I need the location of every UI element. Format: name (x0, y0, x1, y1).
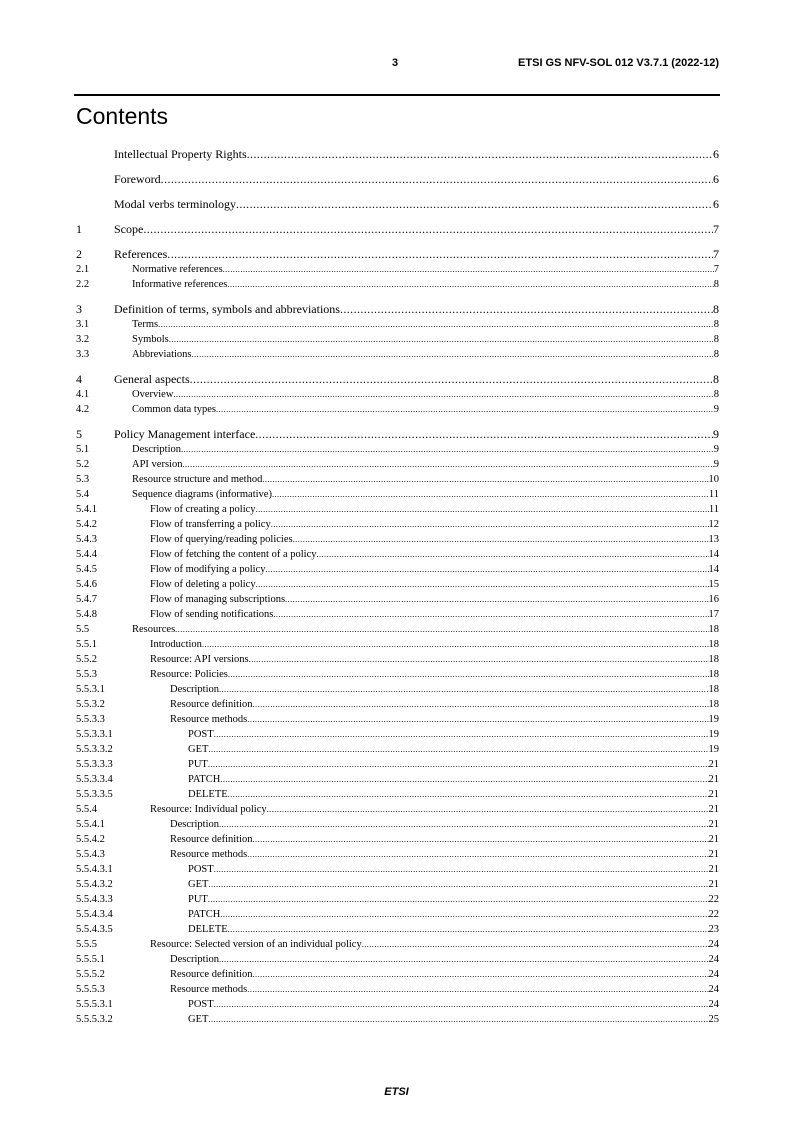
toc-entry-number: 5.4.4 (76, 549, 97, 560)
toc-entry-title: Flow of modifying a policy (150, 564, 266, 575)
toc-entry-title: Policy Management interface (114, 427, 256, 441)
toc-entry-number: 1 (76, 222, 82, 236)
toc-entry-page: 8 (713, 334, 719, 345)
toc-entry-title: Resource definition (170, 699, 253, 710)
toc-leader-dots (175, 622, 708, 637)
toc-entry[interactable] (76, 622, 719, 637)
toc-entry-page: 14 (708, 549, 719, 560)
toc-entry-title: References (114, 247, 168, 261)
toc-entry-title: POST (188, 999, 214, 1010)
toc-entry-page: 21 (708, 774, 719, 785)
toc-leader-dots (208, 742, 708, 757)
toc-leader-dots (169, 332, 714, 347)
toc-entry[interactable] (76, 817, 719, 832)
toc-leader-dots (216, 402, 714, 417)
toc-entry-page: 9 (713, 444, 719, 455)
toc-leader-dots (228, 787, 709, 802)
toc-entry[interactable] (76, 877, 719, 892)
toc-entry-number: 5.5.4.3.1 (76, 864, 113, 875)
toc-leader-dots (182, 457, 713, 472)
toc-entry[interactable] (76, 832, 719, 847)
toc-entry-title: Description (170, 819, 219, 830)
toc-entry-number: 5.4.8 (76, 609, 97, 620)
document-reference: ETSI GS NFV-SOL 012 V3.7.1 (2022-12) (518, 57, 719, 69)
toc-entry[interactable] (76, 652, 719, 667)
toc-leader-dots (214, 997, 709, 1012)
toc-entry-number: 5.5.5.3.2 (76, 1014, 113, 1025)
toc-leader-dots (253, 697, 709, 712)
toc-entry[interactable] (76, 427, 719, 442)
toc-leader-dots (271, 517, 709, 532)
toc-entry[interactable] (76, 907, 719, 922)
toc-entry-title: Common data types (132, 404, 216, 415)
toc-entry[interactable] (76, 952, 719, 967)
toc-entry-page: 8 (713, 279, 719, 290)
toc-entry-page: 21 (708, 879, 719, 890)
toc-entry[interactable] (76, 847, 719, 862)
toc-entry-title: Description (170, 954, 219, 965)
toc-leader-dots (208, 892, 709, 907)
toc-entry-number: 5.3 (76, 474, 90, 485)
toc-entry-title: POST (188, 864, 214, 875)
toc-leader-dots (293, 532, 709, 547)
toc-entry-number: 4.1 (76, 389, 90, 400)
toc-entry-number: 5.5.3 (76, 669, 97, 680)
toc-entry-page: 9 (713, 404, 719, 415)
toc-entry-number: 5.5.4.3.4 (76, 909, 113, 920)
toc-entry-title: PATCH (188, 909, 221, 920)
toc-leader-dots (214, 862, 709, 877)
toc-entry-number: 5.5.1 (76, 639, 97, 650)
toc-leader-dots (192, 347, 714, 362)
toc-leader-dots (247, 982, 708, 997)
toc-entry-title: POST (188, 729, 214, 740)
toc-leader-dots (220, 907, 708, 922)
toc-leader-dots (220, 772, 708, 787)
toc-leader-dots (249, 652, 709, 667)
toc-entry-page: 8 (713, 349, 719, 360)
toc-entry-number: 5.5.3.3 (76, 714, 105, 725)
toc-entry[interactable] (76, 742, 719, 757)
toc-entry[interactable] (76, 892, 719, 907)
toc-leader-dots (362, 937, 709, 952)
toc-entry[interactable] (76, 772, 719, 787)
toc-entry-title: GET (188, 1014, 209, 1025)
toc-entry-page: 24 (708, 954, 719, 965)
toc-entry-number: 5.5.4.1 (76, 819, 105, 830)
toc-entry[interactable] (76, 222, 719, 237)
toc-entry-number: 5.5.3.3.5 (76, 789, 113, 800)
toc-entry-title: Flow of querying/reading policies (150, 534, 293, 545)
toc-entry-page: 21 (708, 849, 719, 860)
toc-entry-number: 5.4.7 (76, 594, 97, 605)
toc-entry-page: 18 (708, 699, 719, 710)
toc-entry[interactable] (76, 937, 719, 952)
toc-entry-page: 16 (708, 594, 719, 605)
toc-entry[interactable] (76, 347, 719, 362)
page-title: Contents (76, 103, 169, 129)
toc-leader-dots (247, 712, 708, 727)
toc-entry-title: Flow of fetching the content of a policy (150, 549, 317, 560)
toc-entry[interactable] (76, 1012, 719, 1027)
toc-entry-title: Resource definition (170, 969, 253, 980)
toc-entry[interactable] (76, 442, 719, 457)
toc-entry-title: Resource structure and method (132, 474, 263, 485)
toc-entry-title: Resources (132, 624, 176, 635)
toc-entry-page: 24 (708, 969, 719, 980)
toc-entry-page: 21 (708, 789, 719, 800)
toc-entry-number: 5.5.4.3 (76, 849, 105, 860)
toc-leader-dots (208, 757, 709, 772)
toc-entry[interactable] (76, 967, 719, 982)
toc-entry-number: 5.5.3.3.3 (76, 759, 113, 770)
toc-entry-title: Introduction (150, 639, 202, 650)
toc-leader-dots (267, 802, 709, 817)
toc-entry-number: 5.5.5.3 (76, 984, 105, 995)
toc-entry-number: 5.5.5.2 (76, 969, 105, 980)
toc-entry-number: 4 (76, 372, 82, 386)
toc-leader-dots (247, 147, 713, 162)
toc-leader-dots (317, 547, 709, 562)
toc-entry-page: 19 (708, 729, 719, 740)
toc-entry-title: Description (170, 684, 219, 695)
toc-entry-number: 2.2 (76, 279, 90, 290)
toc-entry-title: General aspects (114, 372, 190, 386)
toc-entry[interactable] (76, 197, 719, 212)
table-of-contents (76, 147, 719, 1027)
toc-entry-title: Foreword (114, 172, 161, 186)
toc-entry[interactable] (76, 502, 719, 517)
toc-entry-number: 5.5.3.3.1 (76, 729, 113, 740)
toc-entry-title: Intellectual Property Rights (114, 147, 247, 161)
toc-entry-page: 18 (708, 639, 719, 650)
toc-entry-title: API version (132, 459, 183, 470)
toc-entry-title: GET (188, 879, 209, 890)
toc-entry-number: 2.1 (76, 264, 90, 275)
toc-leader-dots (143, 222, 713, 237)
toc-leader-dots (285, 592, 708, 607)
toc-entry[interactable] (76, 372, 719, 387)
page-number: 3 (392, 57, 399, 69)
toc-leader-dots (253, 967, 709, 982)
toc-entry-page: 18 (708, 624, 719, 635)
toc-entry-page: 7 (713, 247, 719, 261)
toc-entry-page: 18 (708, 684, 719, 695)
toc-entry[interactable] (76, 247, 719, 262)
toc-entry-number: 5.5.3.3.2 (76, 744, 113, 755)
toc-entry-number: 5.4.6 (76, 579, 97, 590)
toc-entry-number: 5.5 (76, 624, 90, 635)
toc-entry-title: DELETE (188, 924, 228, 935)
toc-entry-number: 5.4.5 (76, 564, 97, 575)
toc-entry[interactable] (76, 667, 719, 682)
toc-leader-dots (228, 667, 709, 682)
toc-entry-page: 22 (708, 909, 719, 920)
toc-entry-page: 8 (713, 389, 719, 400)
toc-entry-number: 5.4.2 (76, 519, 97, 530)
toc-leader-dots (272, 487, 709, 502)
toc-entry[interactable] (76, 862, 719, 877)
toc-entry-page: 8 (713, 372, 719, 386)
toc-entry-page: 24 (708, 999, 719, 1010)
toc-entry-page: 8 (713, 302, 719, 316)
toc-entry-page: 9 (713, 459, 719, 470)
toc-entry-title: Symbols (132, 334, 169, 345)
toc-entry[interactable] (76, 317, 719, 332)
toc-entry-title: Resource methods (170, 984, 248, 995)
toc-entry-number: 3 (76, 302, 82, 316)
toc-entry-number: 5.5.3.1 (76, 684, 105, 695)
toc-entry-title: Resource methods (170, 714, 248, 725)
toc-leader-dots (214, 727, 709, 742)
toc-entry[interactable] (76, 637, 719, 652)
toc-entry-number: 5.5.3.2 (76, 699, 105, 710)
toc-entry-page: 24 (708, 984, 719, 995)
toc-entry-page: 6 (713, 147, 719, 161)
toc-entry-title: Resource methods (170, 849, 248, 860)
toc-entry-page: 19 (708, 714, 719, 725)
toc-entry-page: 18 (708, 669, 719, 680)
toc-entry-title: Flow of managing subscriptions (150, 594, 286, 605)
toc-entry[interactable] (76, 472, 719, 487)
toc-leader-dots (158, 317, 714, 332)
toc-entry[interactable] (76, 577, 719, 592)
toc-entry-number: 4.2 (76, 404, 90, 415)
toc-entry-page: 21 (708, 864, 719, 875)
toc-entry-title: Resource: Policies (150, 669, 228, 680)
toc-entry-number: 3.2 (76, 334, 90, 345)
toc-entry[interactable] (76, 457, 719, 472)
toc-entry-number: 5.5.5.3.1 (76, 999, 113, 1010)
toc-entry-title: DELETE (188, 789, 228, 800)
toc-entry[interactable] (76, 517, 719, 532)
toc-entry[interactable] (76, 712, 719, 727)
toc-entry-title: Terms (132, 319, 159, 330)
toc-leader-dots (190, 372, 713, 387)
toc-entry-title: Flow of deleting a policy (150, 579, 256, 590)
toc-entry-page: 12 (708, 519, 719, 530)
toc-entry-page: 25 (708, 1014, 719, 1025)
toc-entry-number: 5.5.5 (76, 939, 97, 950)
toc-entry-number: 5.5.4 (76, 804, 97, 815)
toc-entry[interactable] (76, 532, 719, 547)
toc-entry-number: 5.5.4.3.5 (76, 924, 113, 935)
toc-entry-page: 21 (708, 819, 719, 830)
toc-leader-dots (202, 637, 709, 652)
toc-entry-title: Resource definition (170, 834, 253, 845)
toc-entry-page: 22 (708, 894, 719, 905)
toc-entry-title: Resource: Individual policy (150, 804, 267, 815)
toc-entry[interactable] (76, 802, 719, 817)
toc-entry[interactable] (76, 262, 719, 277)
toc-leader-dots (340, 302, 713, 317)
toc-entry[interactable] (76, 607, 719, 622)
toc-leader-dots (181, 442, 714, 457)
toc-entry[interactable] (76, 922, 719, 937)
toc-entry-number: 5.2 (76, 459, 90, 470)
toc-entry-title: Flow of transferring a policy (150, 519, 271, 530)
toc-leader-dots (223, 262, 714, 277)
toc-entry-page: 21 (708, 834, 719, 845)
toc-entry-number: 3.3 (76, 349, 90, 360)
toc-leader-dots (273, 607, 708, 622)
toc-entry-page: 21 (708, 804, 719, 815)
toc-entry[interactable] (76, 697, 719, 712)
toc-entry[interactable] (76, 997, 719, 1012)
toc-entry-number: 5 (76, 427, 82, 441)
toc-entry[interactable] (76, 682, 719, 697)
toc-entry-number: 3.1 (76, 319, 90, 330)
toc-leader-dots (219, 817, 709, 832)
toc-entry-title: PUT (188, 894, 208, 905)
toc-entry-number: 5.5.4.3.3 (76, 894, 113, 905)
toc-entry-page: 8 (713, 319, 719, 330)
toc-entry-title: Definition of terms, symbols and abbreviations (114, 302, 340, 316)
toc-entry[interactable] (76, 147, 719, 162)
toc-entry-title: Normative references (132, 264, 223, 275)
toc-leader-dots (228, 922, 709, 937)
toc-entry-number: 5.4 (76, 489, 90, 500)
toc-leader-dots (208, 1012, 708, 1027)
toc-entry-page: 15 (708, 579, 719, 590)
toc-entry[interactable] (76, 547, 719, 562)
toc-entry-title: PUT (188, 759, 208, 770)
toc-leader-dots (173, 387, 713, 402)
toc-leader-dots (219, 952, 709, 967)
toc-leader-dots (161, 172, 713, 187)
toc-entry-page: 24 (708, 939, 719, 950)
toc-entry-number: 2 (76, 247, 82, 261)
toc-entry-number: 5.5.4.3.2 (76, 879, 113, 890)
toc-entry-number: 5.1 (76, 444, 90, 455)
toc-entry[interactable] (76, 757, 719, 772)
toc-entry-page: 17 (708, 609, 719, 620)
toc-entry[interactable] (76, 332, 719, 347)
toc-entry-number: 5.4.1 (76, 504, 97, 515)
toc-leader-dots (255, 427, 713, 442)
toc-entry[interactable] (76, 402, 719, 417)
toc-entry-title: Flow of sending notifications (150, 609, 274, 620)
toc-entry-page: 14 (708, 564, 719, 575)
toc-entry-title: Resource: Selected version of an individual policy (150, 939, 362, 950)
toc-entry[interactable] (76, 487, 719, 502)
toc-entry-page: 11 (708, 489, 719, 500)
toc-entry[interactable] (76, 982, 719, 997)
toc-entry[interactable] (76, 172, 719, 187)
toc-entry-page: 23 (708, 924, 719, 935)
footer-organization: ETSI (384, 1086, 409, 1098)
toc-leader-dots (208, 877, 708, 892)
toc-entry-page: 6 (713, 197, 719, 211)
toc-entry-title: Abbreviations (132, 349, 192, 360)
toc-entry-title: PATCH (188, 774, 221, 785)
toc-entry-title: Overview (132, 389, 174, 400)
toc-leader-dots (236, 197, 713, 212)
toc-entry-title: Resource: API versions (150, 654, 249, 665)
toc-entry-page: 10 (708, 474, 719, 485)
toc-entry[interactable] (76, 727, 719, 742)
toc-entry-title: Modal verbs terminology (114, 197, 236, 211)
toc-entry-page: 9 (713, 427, 719, 441)
toc-entry-page: 7 (713, 264, 719, 275)
toc-leader-dots (266, 562, 709, 577)
toc-leader-dots (262, 472, 708, 487)
toc-entry-page: 11 (708, 504, 719, 515)
toc-entry[interactable] (76, 787, 719, 802)
toc-entry[interactable] (76, 387, 719, 402)
toc-entry-page: 18 (708, 654, 719, 665)
toc-entry-number: 5.5.3.3.4 (76, 774, 113, 785)
toc-entry-title: Scope (114, 222, 144, 236)
toc-leader-dots (247, 847, 708, 862)
toc-leader-dots (219, 682, 709, 697)
toc-entry[interactable] (76, 562, 719, 577)
toc-leader-dots (256, 577, 709, 592)
toc-leader-dots (167, 247, 713, 262)
toc-entry-number: 5.5.4.2 (76, 834, 105, 845)
toc-entry-page: 19 (708, 744, 719, 755)
toc-leader-dots (253, 832, 709, 847)
toc-leader-dots (227, 277, 713, 292)
toc-entry-number: 5.5.2 (76, 654, 97, 665)
toc-entry-title: GET (188, 744, 209, 755)
toc-entry[interactable] (76, 592, 719, 607)
toc-entry-title: Sequence diagrams (informative) (132, 489, 272, 500)
toc-entry[interactable] (76, 302, 719, 317)
toc-entry-page: 7 (713, 222, 719, 236)
toc-leader-dots (256, 502, 709, 517)
toc-entry-page: 6 (713, 172, 719, 186)
toc-entry-page: 13 (708, 534, 719, 545)
header-rule (74, 94, 720, 96)
toc-entry-number: 5.5.5.1 (76, 954, 105, 965)
toc-entry-title: Description (132, 444, 181, 455)
toc-entry-page: 21 (708, 759, 719, 770)
toc-entry-title: Flow of creating a policy (150, 504, 256, 515)
toc-entry-number: 5.4.3 (76, 534, 97, 545)
toc-entry[interactable] (76, 277, 719, 292)
toc-entry-title: Informative references (132, 279, 228, 290)
